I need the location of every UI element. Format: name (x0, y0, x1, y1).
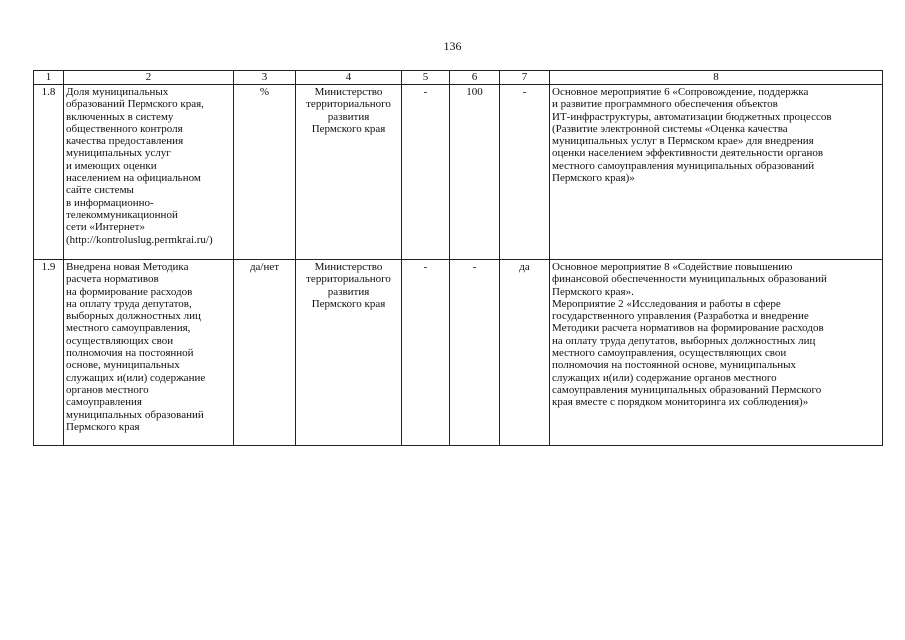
header-cell-4: 4 (296, 71, 402, 85)
value-col5: - (402, 260, 450, 446)
table-header-row (34, 71, 883, 85)
value-col7: да (500, 260, 550, 446)
value-col5: - (402, 85, 450, 260)
header-cell-2: 2 (64, 71, 234, 85)
program-measure: Основное мероприятие 8 «Содействие повышению финансовой обеспеченности муниципальных образований Пермского края». Мероприятие 2 «Исследования и работы в сфере государственного управления (Разработка и внедрение Методики расчета нормативов на формирование расходов на оплату труда депутатов, выборных должностных лиц местного самоуправления, осуществляющих свои полномочия на постоянной основе, муниципальных служащих и(или) содержание органов местного самоуправления муниципальных образований Пермского края вместе с порядком мониторинга их соблюдения)» (550, 260, 883, 446)
unit-of-measure: да/нет (234, 260, 296, 446)
value-col6: - (450, 260, 500, 446)
page-number: 136 (443, 39, 462, 53)
indicator-name: Доля муниципальных образований Пермского края, включенных в систему общественного контроля качества предоставления муниципальных услуг и имеющих оценки населением на официальном сайте системы в информационно- телекоммуникационной сети «Интернет» (http://kontroluslug.permkrai.ru/) (64, 85, 234, 260)
value-col7: - (500, 85, 550, 260)
indicators-table (33, 70, 883, 446)
row-number: 1.8 (34, 85, 64, 260)
header-cell-8: 8 (550, 71, 883, 85)
header-cell-5: 5 (402, 71, 450, 85)
header-cell-6: 6 (450, 71, 500, 85)
value-col6: 100 (450, 85, 500, 260)
indicator-name: Внедрена новая Методика расчета нормативов на формирование расходов на оплату труда депутатов, выборных должностных лиц местного самоуправления, осуществляющих свои полномочия на постоянной основе, муниципальных служащих и(или) содержание органов местного самоуправления муниципальных образований Пермского края (64, 260, 234, 446)
unit-of-measure: % (234, 85, 296, 260)
table-row (34, 260, 883, 446)
header-cell-3: 3 (234, 71, 296, 85)
program-measure: Основное мероприятие 6 «Сопровождение, поддержка и развитие программного обеспечения объектов ИТ-инфраструктуры, автоматизации бюджетных процессов (Развитие электронной системы «Оценка качества муниципальных услуг в Пермском крае» для внедрения оценки населением эффективности деятельности органов местного самоуправления муниципальных образований Пермского края)» (550, 85, 883, 260)
responsible-body: Министерство территориального развития Пермского края (296, 260, 402, 446)
responsible-body: Министерство территориального развития Пермского края (296, 85, 402, 260)
row-number: 1.9 (34, 260, 64, 446)
header-cell-7: 7 (500, 71, 550, 85)
header-cell-1: 1 (34, 71, 64, 85)
table-row (34, 85, 883, 260)
